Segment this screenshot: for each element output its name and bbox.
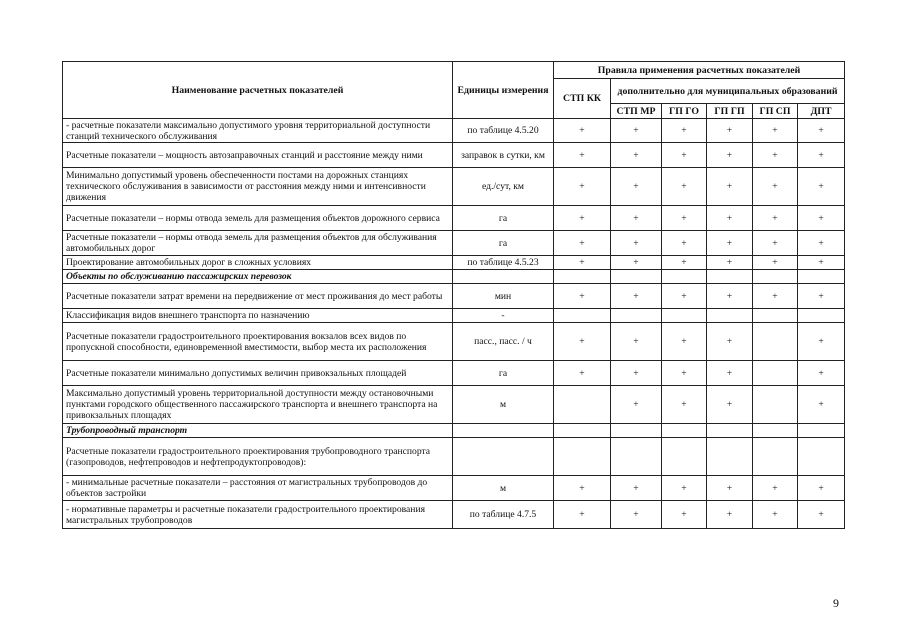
applicability-mark: + xyxy=(707,501,753,529)
applicability-mark: + xyxy=(707,386,753,424)
applicability-mark xyxy=(554,309,611,323)
indicator-name: - нормативные параметры и расчетные показатели градостроительного проектирования магистральных трубопроводов xyxy=(63,501,453,529)
unit-cell: по таблице 4.5.20 xyxy=(453,119,554,143)
unit-cell: га xyxy=(453,231,554,256)
indicators-table xyxy=(62,61,845,529)
table-row xyxy=(63,438,845,476)
indicator-name: Расчетные показатели – нормы отвода земель для размещения объектов для обслуживания автомобильных дорог xyxy=(63,231,453,256)
table-row xyxy=(63,323,845,361)
indicator-name: Классификация видов внешнего транспорта по назначению xyxy=(63,309,453,323)
applicability-mark: + xyxy=(707,256,753,270)
applicability-mark: + xyxy=(611,323,662,361)
applicability-mark: + xyxy=(798,501,845,529)
applicability-mark: + xyxy=(611,284,662,309)
indicator-name: Расчетные показатели – мощность автозаправочных станций и расстояние между ними xyxy=(63,143,453,168)
applicability-mark: + xyxy=(554,361,611,386)
table-row xyxy=(63,256,845,270)
unit-cell: га xyxy=(453,361,554,386)
applicability-mark: + xyxy=(798,206,845,231)
applicability-mark: + xyxy=(611,476,662,501)
applicability-mark xyxy=(707,270,753,284)
applicability-mark: + xyxy=(798,168,845,206)
section-title: Объекты по обслуживанию пассажирских перевозок xyxy=(63,270,453,284)
header-unit-column: Единицы измерения xyxy=(453,62,554,119)
section-row xyxy=(63,424,845,438)
applicability-mark xyxy=(798,309,845,323)
indicator-name: - расчетные показатели максимально допустимого уровня территориальной доступности станций технического обслуживания xyxy=(63,119,453,143)
applicability-mark: + xyxy=(611,256,662,270)
unit-cell: м xyxy=(453,476,554,501)
applicability-mark xyxy=(662,438,707,476)
applicability-mark: + xyxy=(798,143,845,168)
applicability-mark: + xyxy=(753,284,798,309)
unit-cell: пасс., пасс. / ч xyxy=(453,323,554,361)
header-sub-col: ДПТ xyxy=(798,104,845,119)
header-sub-col: СТП МР xyxy=(611,104,662,119)
applicability-mark: + xyxy=(662,231,707,256)
unit-cell: заправок в сутки, км xyxy=(453,143,554,168)
applicability-mark: + xyxy=(707,361,753,386)
applicability-mark xyxy=(707,424,753,438)
applicability-mark: + xyxy=(707,476,753,501)
table-row xyxy=(63,143,845,168)
applicability-mark xyxy=(753,361,798,386)
applicability-mark xyxy=(554,438,611,476)
table-body xyxy=(63,119,845,529)
applicability-mark: + xyxy=(611,501,662,529)
applicability-mark: + xyxy=(798,361,845,386)
applicability-mark xyxy=(707,309,753,323)
applicability-mark xyxy=(662,309,707,323)
applicability-mark: + xyxy=(662,143,707,168)
applicability-mark: + xyxy=(611,231,662,256)
applicability-mark: + xyxy=(798,119,845,143)
header-sub-col: ГП ГП xyxy=(707,104,753,119)
header-sub-col: ГП СП xyxy=(753,104,798,119)
applicability-mark: + xyxy=(753,501,798,529)
indicator-name: Проектирование автомобильных дорог в сложных условиях xyxy=(63,256,453,270)
applicability-mark xyxy=(554,386,611,424)
applicability-mark: + xyxy=(753,231,798,256)
table-row xyxy=(63,206,845,231)
applicability-mark xyxy=(611,270,662,284)
applicability-mark xyxy=(554,424,611,438)
header-municipal: дополнительно для муниципальных образований xyxy=(611,79,845,104)
unit-cell: мин xyxy=(453,284,554,309)
applicability-mark xyxy=(753,309,798,323)
indicator-name: Расчетные показатели градостроительного проектирования трубопроводного транспорта (газопроводов, нефтепроводов и нефтепродуктопроводов): xyxy=(63,438,453,476)
applicability-mark xyxy=(611,424,662,438)
indicator-name: Минимально допустимый уровень обеспеченности постами на дорожных станциях технического обслуживания в зависимости от расстояния между ними и интенсивности движения xyxy=(63,168,453,206)
page-number: 9 xyxy=(833,596,839,610)
applicability-mark xyxy=(611,438,662,476)
applicability-mark: + xyxy=(798,476,845,501)
table-row xyxy=(63,168,845,206)
applicability-mark xyxy=(798,438,845,476)
applicability-mark: + xyxy=(611,386,662,424)
unit-cell xyxy=(453,270,554,284)
applicability-mark xyxy=(662,424,707,438)
applicability-mark: + xyxy=(554,168,611,206)
applicability-mark xyxy=(753,323,798,361)
applicability-mark: + xyxy=(662,168,707,206)
applicability-mark: + xyxy=(798,256,845,270)
applicability-mark: + xyxy=(662,256,707,270)
table-row xyxy=(63,476,845,501)
header-sub-col: ГП ГО xyxy=(662,104,707,119)
applicability-mark: + xyxy=(554,119,611,143)
unit-cell: - xyxy=(453,309,554,323)
unit-cell xyxy=(453,424,554,438)
applicability-mark: + xyxy=(662,323,707,361)
indicator-name: Расчетные показатели затрат времени на передвижение от мест проживания до мест работы xyxy=(63,284,453,309)
applicability-mark: + xyxy=(554,476,611,501)
applicability-mark: + xyxy=(753,119,798,143)
indicator-name: Максимально допустимый уровень территориальной доступности между остановочными пунктами городского общественного пассажирского транспорта и внешнего транспорта на привокзальных площадях xyxy=(63,386,453,424)
applicability-mark: + xyxy=(707,168,753,206)
document-page xyxy=(62,61,844,529)
applicability-mark: + xyxy=(753,168,798,206)
applicability-mark: + xyxy=(554,231,611,256)
table-row xyxy=(63,119,845,143)
applicability-mark: + xyxy=(707,323,753,361)
applicability-mark xyxy=(554,270,611,284)
applicability-mark: + xyxy=(611,206,662,231)
applicability-mark: + xyxy=(662,119,707,143)
header-rules-column: Правила применения расчетных показателей xyxy=(554,62,845,79)
applicability-mark: + xyxy=(662,284,707,309)
indicator-name: Расчетные показатели – нормы отвода земель для размещения объектов дорожного сервиса xyxy=(63,206,453,231)
applicability-mark: + xyxy=(611,143,662,168)
applicability-mark xyxy=(707,438,753,476)
applicability-mark xyxy=(798,424,845,438)
indicator-name: Расчетные показатели минимально допустимых величин привокзальных площадей xyxy=(63,361,453,386)
applicability-mark: + xyxy=(662,206,707,231)
unit-cell: га xyxy=(453,206,554,231)
applicability-mark: + xyxy=(753,256,798,270)
applicability-mark: + xyxy=(707,143,753,168)
table-row xyxy=(63,284,845,309)
unit-cell: ед./сут, км xyxy=(453,168,554,206)
applicability-mark: + xyxy=(554,323,611,361)
applicability-mark: + xyxy=(554,143,611,168)
table-row xyxy=(63,231,845,256)
applicability-mark: + xyxy=(707,231,753,256)
unit-cell: по таблице 4.7.5 xyxy=(453,501,554,529)
applicability-mark: + xyxy=(611,361,662,386)
section-row xyxy=(63,270,845,284)
applicability-mark xyxy=(753,424,798,438)
header-name-column: Наименование расчетных показателей xyxy=(63,62,453,119)
applicability-mark: + xyxy=(798,231,845,256)
applicability-mark xyxy=(611,309,662,323)
applicability-mark: + xyxy=(798,284,845,309)
unit-cell xyxy=(453,438,554,476)
applicability-mark: + xyxy=(707,119,753,143)
applicability-mark: + xyxy=(554,256,611,270)
applicability-mark xyxy=(753,438,798,476)
applicability-mark: + xyxy=(662,386,707,424)
table-row xyxy=(63,501,845,529)
unit-cell: м xyxy=(453,386,554,424)
applicability-mark xyxy=(662,270,707,284)
applicability-mark: + xyxy=(753,476,798,501)
applicability-mark: + xyxy=(662,501,707,529)
indicator-name: Расчетные показатели градостроительного проектирования вокзалов всех видов по пропускной способности, единовременной вместимости, выбор места их расположения xyxy=(63,323,453,361)
applicability-mark xyxy=(798,270,845,284)
applicability-mark: + xyxy=(753,206,798,231)
applicability-mark xyxy=(753,270,798,284)
applicability-mark: + xyxy=(554,284,611,309)
table-row xyxy=(63,309,845,323)
applicability-mark: + xyxy=(611,168,662,206)
unit-cell: по таблице 4.5.23 xyxy=(453,256,554,270)
applicability-mark xyxy=(753,386,798,424)
table-row xyxy=(63,361,845,386)
applicability-mark: + xyxy=(611,119,662,143)
applicability-mark: + xyxy=(753,143,798,168)
applicability-mark: + xyxy=(707,206,753,231)
section-title: Трубопроводный транспорт xyxy=(63,424,453,438)
applicability-mark: + xyxy=(707,284,753,309)
applicability-mark: + xyxy=(554,206,611,231)
indicator-name: - минимальные расчетные показатели – расстояния от магистральных трубопроводов до объектов застройки xyxy=(63,476,453,501)
table-row xyxy=(63,386,845,424)
applicability-mark: + xyxy=(798,386,845,424)
applicability-mark: + xyxy=(798,323,845,361)
applicability-mark: + xyxy=(662,476,707,501)
applicability-mark: + xyxy=(554,501,611,529)
header-stp-kk: СТП КК xyxy=(554,79,611,119)
applicability-mark: + xyxy=(662,361,707,386)
